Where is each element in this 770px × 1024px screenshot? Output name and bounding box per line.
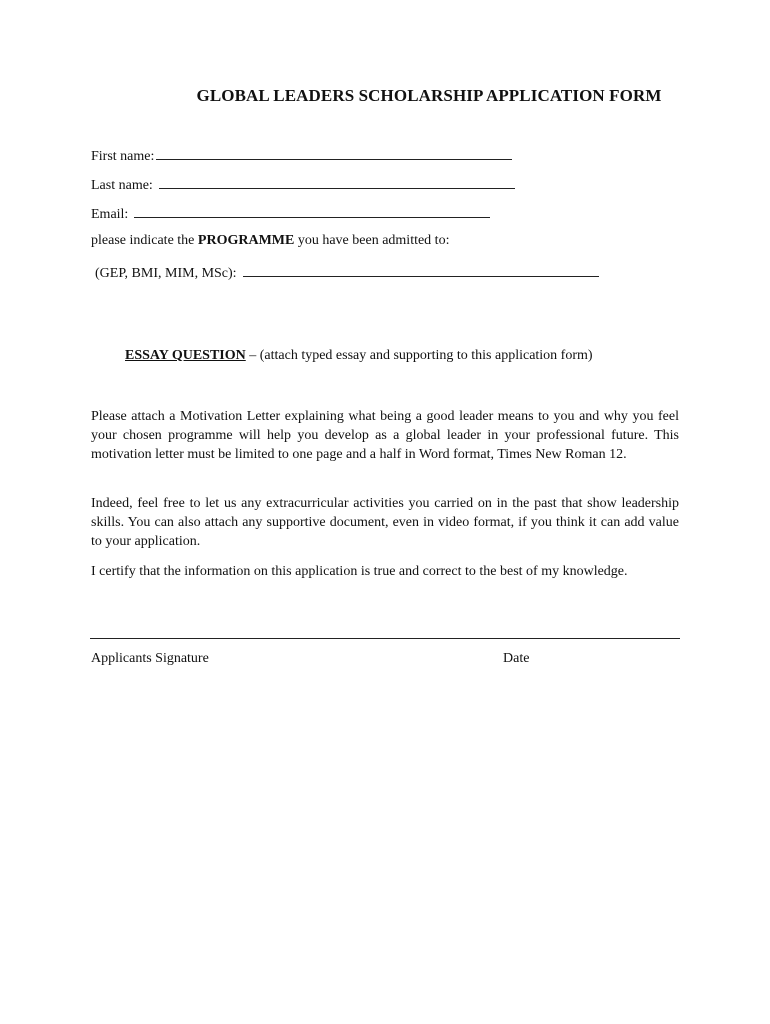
essay-heading <box>125 348 593 364</box>
programme-row <box>95 262 599 282</box>
programme-suffix: you have been admitted to: <box>294 233 450 248</box>
programme-field[interactable] <box>243 262 599 277</box>
email-field[interactable] <box>134 203 490 218</box>
programme-instruction <box>91 233 449 249</box>
email-row <box>91 203 490 223</box>
signature-line[interactable] <box>90 638 680 639</box>
extracurricular-paragraph: Indeed, feel free to let us any extracurricular activities you carried on in the past that show leadership skills. You can also attach any supportive document, even in video format, if you think it can add value to your application. <box>91 496 679 549</box>
last-name-label: Last name: <box>91 178 153 193</box>
programme-options-label: (GEP, BMI, MIM, MSc): <box>95 266 237 281</box>
programme-bold-word: PROGRAMME <box>197 233 295 248</box>
last-name-field[interactable] <box>159 174 515 189</box>
essay-question-title: ESSAY QUESTION <box>125 348 246 363</box>
certification-statement: I certify that the information on this application is true and correct to the best of my knowledge. <box>91 564 628 579</box>
applicant-signature-label: Applicants Signature <box>91 651 209 666</box>
last-name-row <box>91 174 515 194</box>
first-name-row <box>91 145 512 165</box>
first-name-field[interactable] <box>156 145 512 160</box>
first-name-label: First name: <box>91 149 155 164</box>
programme-prefix: please indicate the <box>91 233 198 248</box>
essay-heading-note: – (attach typed essay and supporting to this application form) <box>245 348 593 363</box>
date-label: Date <box>503 651 530 666</box>
email-label: Email: <box>91 207 129 222</box>
motivation-letter-paragraph: Please attach a Motivation Letter explaining what being a good leader means to you and why you feel your chosen programme will help you develop as a global leader in your professional future. This motivation letter must be limited to one page and a half in Word format, Times New Roman 12. <box>91 409 679 462</box>
form-title: GLOBAL LEADERS SCHOLARSHIP APPLICATION FORM <box>196 86 662 105</box>
